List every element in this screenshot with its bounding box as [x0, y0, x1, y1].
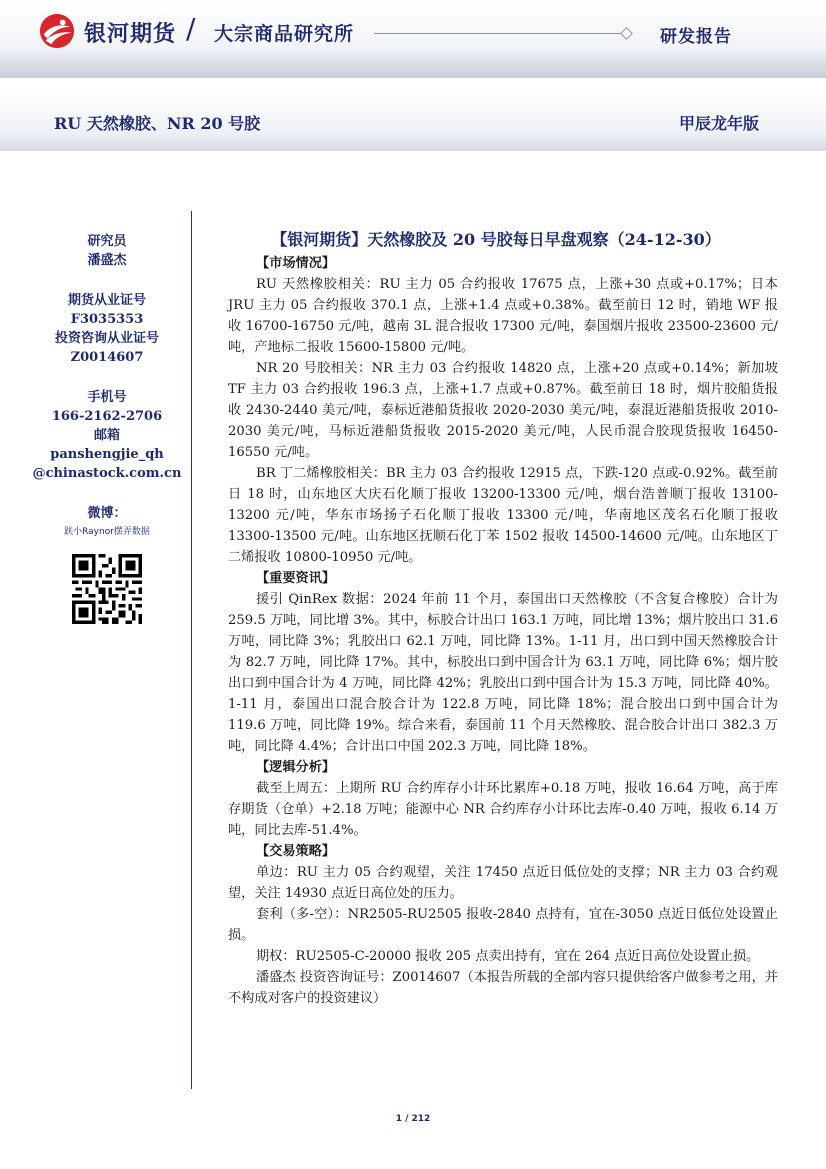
- report-title: 【银河期货】天然橡胶及 20 号胶每日早盘观察（24-12-30）: [271, 230, 721, 249]
- yinhe-logo-icon: [38, 12, 76, 50]
- license-label: 期货从业证号: [67, 293, 146, 308]
- weibo-id: 趺小Raynor摆弄数据: [64, 527, 150, 537]
- sidebar-divider: [191, 211, 192, 1089]
- paragraph: NR 20 号胶相关：NR 主力 03 合约报收 14820 点，上涨+20 点或+0.14%；新加坡 TF 主力 03 合约报收 196.3 点，上涨+1.7 点或+0.87%。截至前日 18 时，烟片胶船货报收 2430-2440 美元/吨，泰标近港船货报收 2020-2030 美元/吨，泰混近港船货报收 2010-2030 美元/吨，马标近港船货报收 2015-2020 美元/吨，人民币混合胶现货报收 16450-16550 元/吨。: [228, 361, 778, 460]
- license-number: F3035353: [70, 312, 144, 327]
- section-heading: 【逻辑分析】: [256, 760, 336, 775]
- analyst-role: 研究员: [87, 234, 127, 249]
- email-user: panshengjie_qh: [50, 447, 164, 462]
- section-heading: 【交易策略】: [256, 844, 336, 859]
- paragraph: 套利（多-空）：NR2505-RU2505 报收-2840 点持有，宜在-3050 点近日低位处设置止损。: [228, 907, 778, 943]
- header-divider: [374, 33, 626, 34]
- header-band: [0, 0, 826, 78]
- page-number: 1 / 212: [395, 1114, 431, 1124]
- consult-number: Z0014607: [70, 350, 144, 365]
- qr-code-icon: [72, 554, 142, 624]
- email-label: 邮箱: [93, 428, 120, 443]
- brand-separator: /: [186, 12, 196, 45]
- paragraph: 截至上周五：上期所 RU 合约库存小计环比累库+0.18 万吨，报收 16.64 万吨，高于库存期货（仓单）+2.18 万吨；能源中心 NR 合约库存小计环比去库-0.40 万吨，报收 6.14 万吨，同比去库-51.4%。: [228, 781, 778, 838]
- paragraph: 期权：RU2505-C-20000 报收 205 点卖出持有，宜在 264 点近日高位处设置止损。: [256, 949, 760, 964]
- diamond-icon: [620, 27, 633, 40]
- paragraph: 援引 QinRex 数据：2024 年前 11 个月，泰国出口天然橡胶（不含复合橡胶）合计为 259.5 万吨，同比增 3%。其中，标胶合计出口 163.1 万吨，同比增 13%；烟片胶出口 31.6 万吨，同比降 3%；乳胶出口 62.1 万吨，同比降 13%。1-11 月，出口到中国天然橡胶合计为 82.7 万吨，同比降 17%。其中，标胶出口到中国合计为 63.1 万吨，同比降 6%；烟片胶出口到中国合计为 4 万吨，同比降 42%；乳胶出口到中国合计为 15.3 万吨，同比降 40%。1-11 月，泰国出口混合胶合计为 122.8 万吨，同比降 18%；混合胶出口到中国合计为 119.6 万吨，同比降 19%。综合来看，泰国前 11 个月天然橡胶、混合胶合计出口 382.3 万吨，同比降 4.4%；合计出口中国 202.3 万吨，同比降 18%。: [228, 592, 778, 754]
- paragraph: RU 天然橡胶相关：RU 主力 05 合约报收 17675 点，上涨+30 点或+0.17%；日本 JRU 主力 05 合约报收 370.1 点，上涨+1.4 点或+0.38%。截至前日 12 时，销地 WF 报收 16700-16750 元/吨，越南 3L 混合报收 17300 元/吨，泰国烟片报收 23500-23600 元/吨，产地标二报收 15600-15800 元/吨。: [228, 277, 778, 355]
- analyst-sidebar: [26, 232, 188, 624]
- brand-name: 银河期货: [84, 22, 177, 47]
- report-type: 研发报告: [660, 27, 732, 47]
- phone-label: 手机号: [87, 390, 127, 405]
- paragraph: 单边：RU 主力 05 合约观望，关注 17450 点近日低位处的支撑；NR 主力 03 合约观望，关注 14930 点近日高位处的压力。: [228, 865, 778, 901]
- institute-name: 大宗商品研究所: [214, 23, 355, 45]
- section-heading: 【重要资讯】: [256, 571, 336, 586]
- analyst-name: 潘盛杰: [87, 253, 127, 268]
- consult-label: 投资咨询从业证号: [54, 331, 159, 346]
- report-body: [228, 229, 778, 1009]
- section-heading: 【市场情况】: [256, 256, 336, 271]
- product-title: RU 天然橡胶、NR 20 号胶: [54, 114, 261, 133]
- email-domain: @chinastock.com.cn: [32, 466, 182, 481]
- paragraph: BR 丁二烯橡胶相关：BR 主力 03 合约报收 12915 点，下跌-120 点或-0.92%。截至前日 18 时，山东地区大庆石化顺丁报收 13200-13300 元/吨，烟台浩普顺丁报收 13100-13200 元/吨，华东市场扬子石化顺丁报收 13300 元/吨，华南地区茂名石化顺丁报收 13300-13500 元/吨。山东地区抚顺石化丁苯 1502 报收 14500-14600 元/吨。山东地区丁二烯报收 10800-10950 元/吨。: [228, 466, 778, 565]
- weibo-label: 微博：: [87, 506, 127, 521]
- edition-label: 甲辰龙年版: [679, 114, 760, 133]
- paragraph: 潘盛杰 投资咨询证号：Z0014607（本报告所载的全部内容只提供给客户做参考之用，并不构成对客户的投资建议）: [228, 970, 778, 1006]
- phone-number: 166-2162-2706: [51, 409, 163, 424]
